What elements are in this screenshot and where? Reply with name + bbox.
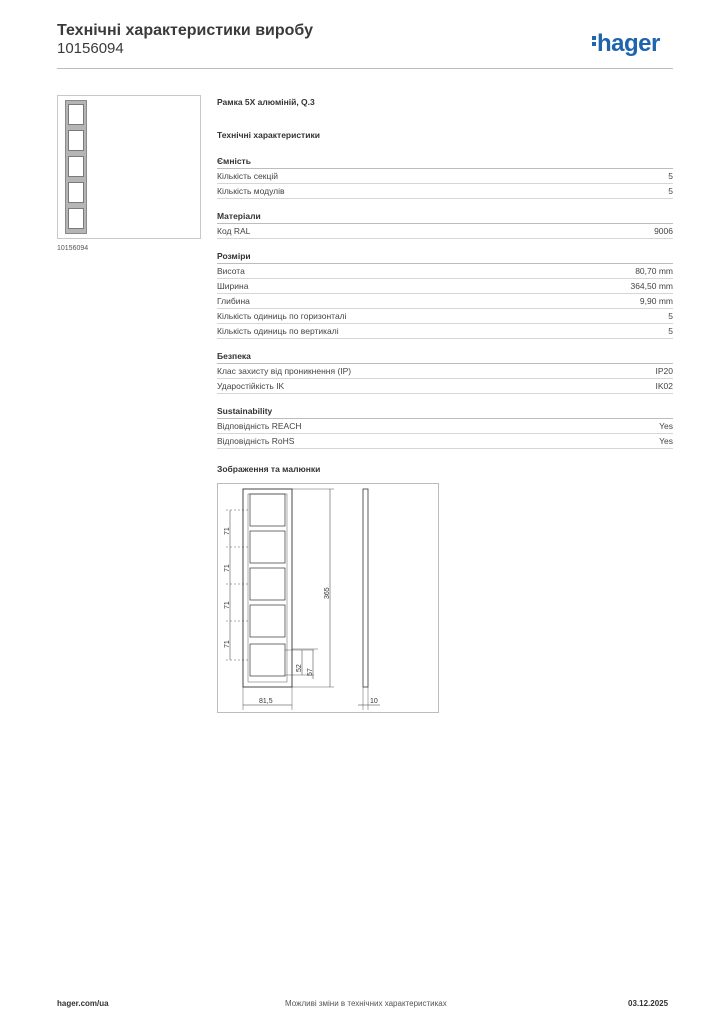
spec-row (217, 419, 673, 434)
spec-value: IK02 (655, 381, 673, 391)
footer-disclaimer: Можливі зміни в технічних характеристиках (285, 999, 447, 1008)
spec-value: 5 (668, 311, 673, 321)
footer-date: 03.12.2025 (628, 999, 669, 1008)
dim-pitch-4: 71 (224, 640, 231, 648)
hager-logo: hager (592, 30, 660, 58)
spec-label: Клас захисту від проникнення (IP) (217, 366, 352, 376)
section-title: Розміри (217, 250, 673, 264)
dim-outer: 57 (307, 668, 314, 676)
section-sustainability (217, 405, 673, 449)
spec-label: Відповідність RoHS (217, 436, 295, 446)
spec-row (217, 169, 673, 184)
spec-label: Кількість одиниць по вертикалі (217, 326, 339, 336)
page-title: Технічні характеристики виробу (57, 22, 313, 39)
spec-label: Глибина (217, 296, 250, 306)
product-code: 10156094 (57, 40, 124, 57)
spec-value: 364,50 mm (630, 281, 673, 291)
spec-label: Ударостійкість IK (217, 381, 285, 391)
spec-value: 5 (668, 326, 673, 336)
product-image-caption: 10156094 (57, 245, 89, 252)
dim-width: 81,5 (259, 698, 273, 705)
header-divider (57, 68, 673, 69)
dim-pitch-3: 71 (224, 601, 231, 609)
footer-website-link[interactable]: hager.com/ua (57, 999, 109, 1008)
spec-label: Висота (217, 266, 245, 276)
spec-row (217, 324, 673, 339)
spec-row (217, 294, 673, 309)
spec-value: IP20 (655, 366, 673, 376)
spec-label: Код RAL (217, 226, 251, 236)
drawings-title: Зображення та малюнки (217, 464, 321, 474)
dim-depth: 10 (370, 698, 378, 705)
spec-value: 5 (668, 171, 673, 181)
dim-pitch-1: 71 (224, 527, 231, 535)
spec-value: Yes (659, 436, 673, 446)
frame-icon (65, 100, 87, 234)
spec-value: Yes (659, 421, 673, 431)
spec-heading: Технічні характеристики (217, 130, 320, 140)
dim-inner: 52 (296, 664, 303, 672)
section-title: Sustainability (217, 405, 673, 419)
section-title: Матеріали (217, 210, 673, 224)
spec-row (217, 224, 673, 239)
section-capacity (217, 155, 673, 199)
section-safety (217, 350, 673, 394)
dim-pitch-2: 71 (224, 564, 231, 572)
spec-label: Кількість одиниць по горизонталі (217, 311, 347, 321)
spec-row (217, 309, 673, 324)
section-materials (217, 210, 673, 239)
frame-outline (243, 489, 292, 687)
spec-value: 80,70 mm (635, 266, 673, 276)
spec-row (217, 184, 673, 199)
spec-table (217, 155, 673, 460)
section-dimensions (217, 250, 673, 339)
dimension-drawing (218, 484, 440, 714)
spec-label: Відповідність REACH (217, 421, 302, 431)
frame-side-view (363, 489, 368, 687)
spec-value: 9,90 mm (639, 296, 673, 306)
spec-value: 5 (668, 186, 673, 196)
spec-row (217, 434, 673, 449)
spec-label: Ширина (217, 281, 249, 291)
section-title: Ємність (217, 155, 673, 169)
spec-row (217, 279, 673, 294)
logo-dots-icon (592, 36, 596, 48)
spec-value: 9006 (654, 226, 673, 236)
product-image (57, 95, 201, 239)
product-name: Рамка 5Х алюміній, Q.3 (217, 97, 315, 107)
technical-drawing (217, 483, 439, 713)
spec-row (217, 364, 673, 379)
section-title: Безпека (217, 350, 673, 364)
spec-row (217, 379, 673, 394)
dim-height: 365 (324, 587, 331, 599)
spec-label: Кількість секцій (217, 171, 278, 181)
spec-row (217, 264, 673, 279)
spec-label: Кількість модулів (217, 186, 285, 196)
